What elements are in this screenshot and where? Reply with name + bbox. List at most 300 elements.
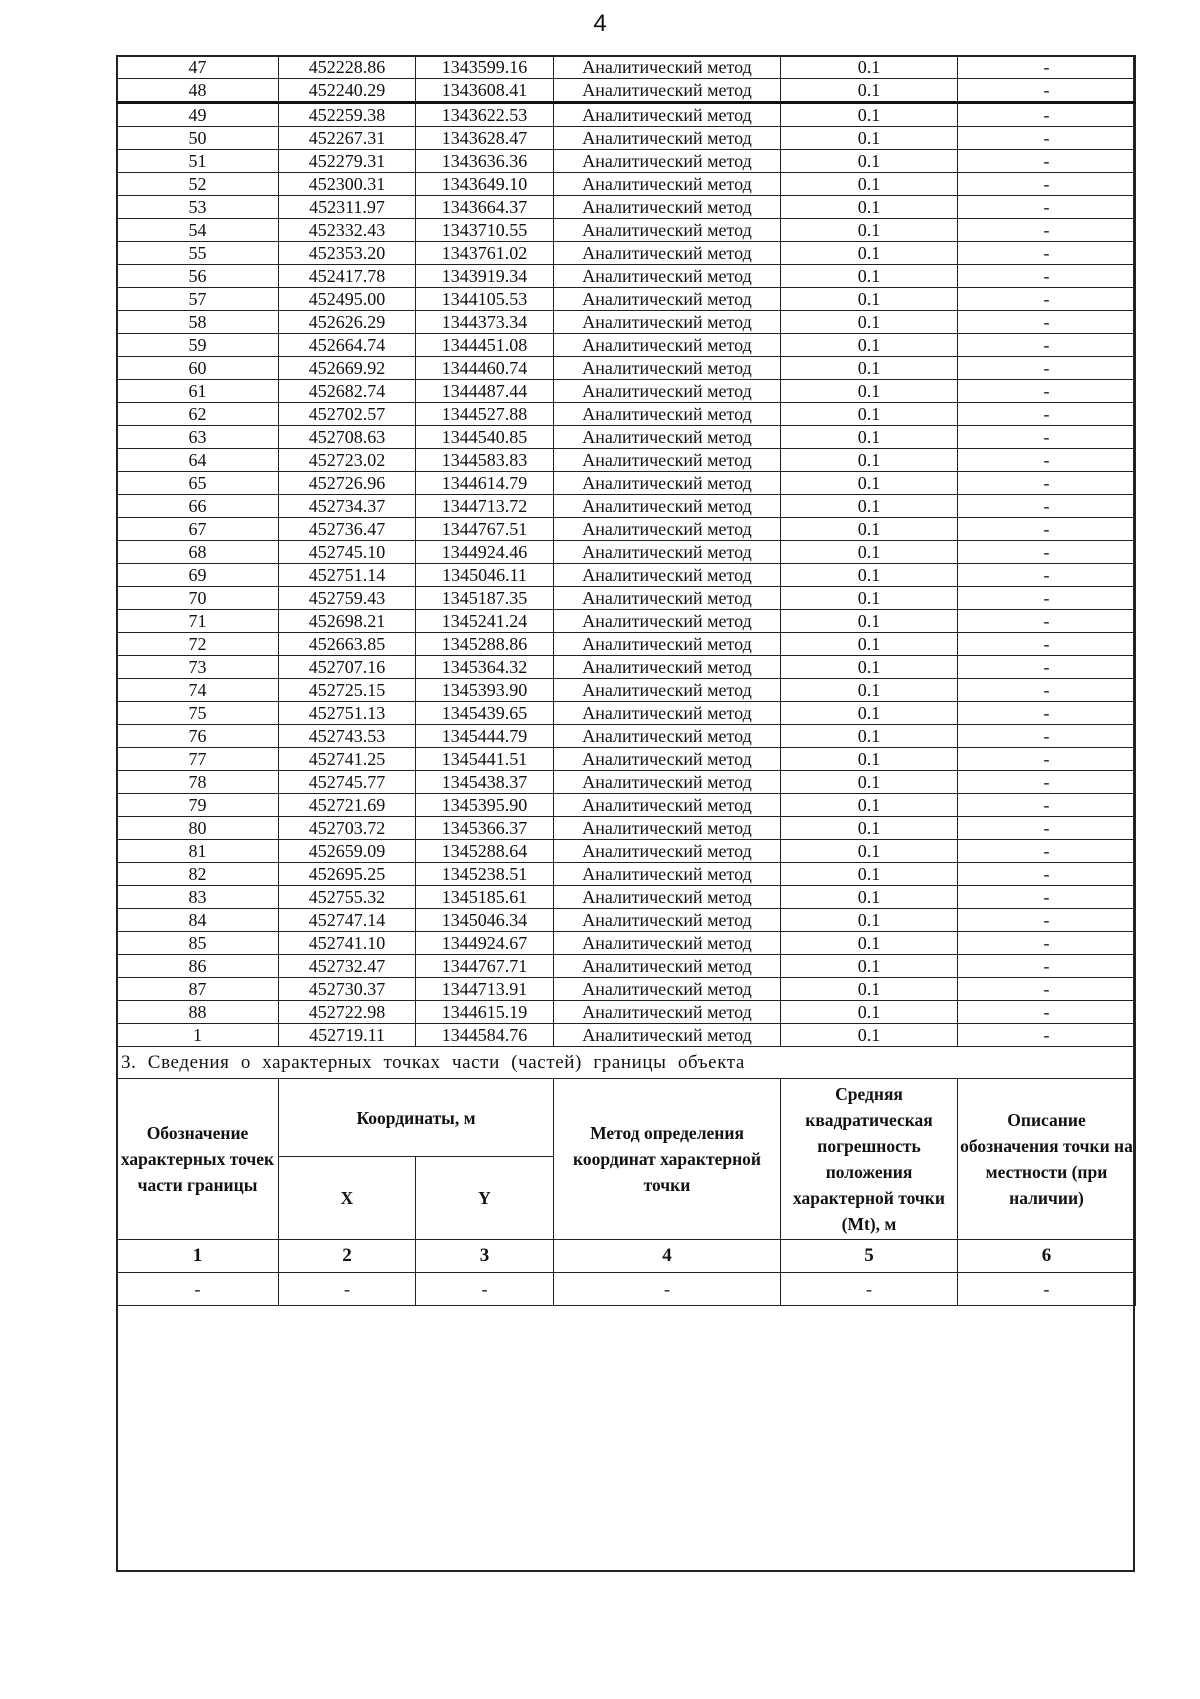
- table-row: [117, 725, 1136, 748]
- point-number-cell: 78: [117, 771, 279, 794]
- method-cell: Аналитический метод: [554, 886, 781, 909]
- table-row: [117, 242, 1136, 265]
- y-coordinate-cell: 1345438.37: [416, 771, 554, 794]
- header-coordinates: Координаты, м: [279, 1079, 554, 1157]
- method-cell: Аналитический метод: [554, 909, 781, 932]
- description-cell: -: [958, 955, 1136, 978]
- y-coordinate-cell: 1345393.90: [416, 679, 554, 702]
- x-coordinate-cell: 452698.21: [279, 610, 416, 633]
- mse-cell: 0.1: [781, 56, 958, 79]
- point-number-cell: 73: [117, 656, 279, 679]
- table-row: [117, 1001, 1136, 1024]
- method-cell: Аналитический метод: [554, 196, 781, 219]
- mse-cell: 0.1: [781, 610, 958, 633]
- point-number-cell: 58: [117, 311, 279, 334]
- y-coordinate-cell: 1345444.79: [416, 725, 554, 748]
- y-coordinate-cell: 1344451.08: [416, 334, 554, 357]
- y-coordinate-cell: 1343664.37: [416, 196, 554, 219]
- header-y: Y: [416, 1157, 554, 1240]
- mse-cell: 0.1: [781, 495, 958, 518]
- column-number: 2: [279, 1240, 416, 1273]
- y-coordinate-cell: 1343628.47: [416, 127, 554, 150]
- page-number: 4: [593, 10, 607, 37]
- x-coordinate-cell: 452240.29: [279, 79, 416, 103]
- description-cell: -: [958, 817, 1136, 840]
- table-row: [117, 564, 1136, 587]
- y-coordinate-cell: 1343608.41: [416, 79, 554, 103]
- y-coordinate-cell: 1345046.34: [416, 909, 554, 932]
- y-coordinate-cell: 1344105.53: [416, 288, 554, 311]
- y-coordinate-cell: 1345187.35: [416, 587, 554, 610]
- y-coordinate-cell: 1343622.53: [416, 103, 554, 127]
- table-row: [117, 380, 1136, 403]
- method-cell: Аналитический метод: [554, 472, 781, 495]
- point-number-cell: 72: [117, 633, 279, 656]
- x-coordinate-cell: 452417.78: [279, 265, 416, 288]
- point-number-cell: 85: [117, 932, 279, 955]
- table-row: [117, 702, 1136, 725]
- mse-cell: 0.1: [781, 725, 958, 748]
- y-coordinate-cell: 1344373.34: [416, 311, 554, 334]
- table-row: [117, 334, 1136, 357]
- header-description: Описание обозначения точки на местности (при наличии): [958, 1079, 1136, 1240]
- description-cell: -: [958, 242, 1136, 265]
- section3-title: 3. Сведения о характерных точках части (частей) границы объекта: [117, 1047, 1136, 1079]
- y-coordinate-cell: 1344614.79: [416, 472, 554, 495]
- y-coordinate-cell: 1344584.76: [416, 1024, 554, 1047]
- mse-cell: 0.1: [781, 955, 958, 978]
- mse-cell: 0.1: [781, 863, 958, 886]
- method-cell: Аналитический метод: [554, 656, 781, 679]
- y-coordinate-cell: 1344527.88: [416, 403, 554, 426]
- table-row: [117, 518, 1136, 541]
- mse-cell: 0.1: [781, 978, 958, 1001]
- x-coordinate-cell: 452719.11: [279, 1024, 416, 1047]
- point-number-cell: 65: [117, 472, 279, 495]
- empty-cell: -: [117, 1273, 279, 1306]
- y-coordinate-cell: 1344767.51: [416, 518, 554, 541]
- description-cell: -: [958, 909, 1136, 932]
- description-cell: -: [958, 771, 1136, 794]
- mse-cell: 0.1: [781, 518, 958, 541]
- y-coordinate-cell: 1345288.86: [416, 633, 554, 656]
- point-number-cell: 50: [117, 127, 279, 150]
- table-row: [117, 472, 1136, 495]
- mse-cell: 0.1: [781, 103, 958, 127]
- header-mse: Средняя квадратическая погрешность положения характерной точки (Mt), м: [781, 1079, 958, 1240]
- point-number-cell: 59: [117, 334, 279, 357]
- boundary-points-table: [116, 55, 1136, 1306]
- x-coordinate-cell: 452741.10: [279, 932, 416, 955]
- point-number-cell: 68: [117, 541, 279, 564]
- method-cell: Аналитический метод: [554, 794, 781, 817]
- description-cell: -: [958, 380, 1136, 403]
- description-cell: -: [958, 150, 1136, 173]
- method-cell: Аналитический метод: [554, 103, 781, 127]
- description-cell: -: [958, 403, 1136, 426]
- point-number-cell: 80: [117, 817, 279, 840]
- point-number-cell: 88: [117, 1001, 279, 1024]
- point-number-cell: 53: [117, 196, 279, 219]
- table-row: [117, 150, 1136, 173]
- empty-cell: -: [554, 1273, 781, 1306]
- point-number-cell: 48: [117, 79, 279, 103]
- method-cell: Аналитический метод: [554, 518, 781, 541]
- method-cell: Аналитический метод: [554, 449, 781, 472]
- y-coordinate-cell: 1345046.11: [416, 564, 554, 587]
- mse-cell: 0.1: [781, 449, 958, 472]
- description-cell: -: [958, 288, 1136, 311]
- method-cell: Аналитический метод: [554, 840, 781, 863]
- description-cell: -: [958, 518, 1136, 541]
- y-coordinate-cell: 1345439.65: [416, 702, 554, 725]
- description-cell: -: [958, 541, 1136, 564]
- mse-cell: 0.1: [781, 817, 958, 840]
- method-cell: Аналитический метод: [554, 173, 781, 196]
- mse-cell: 0.1: [781, 150, 958, 173]
- x-coordinate-cell: 452495.00: [279, 288, 416, 311]
- method-cell: Аналитический метод: [554, 771, 781, 794]
- mse-cell: 0.1: [781, 679, 958, 702]
- description-cell: -: [958, 633, 1136, 656]
- mse-cell: 0.1: [781, 909, 958, 932]
- mse-cell: 0.1: [781, 932, 958, 955]
- table-row: [117, 817, 1136, 840]
- description-cell: -: [958, 1001, 1136, 1024]
- description-cell: -: [958, 472, 1136, 495]
- table-row: [117, 840, 1136, 863]
- table-row: [117, 932, 1136, 955]
- y-coordinate-cell: 1345288.64: [416, 840, 554, 863]
- description-cell: -: [958, 679, 1136, 702]
- method-cell: Аналитический метод: [554, 265, 781, 288]
- mse-cell: 0.1: [781, 242, 958, 265]
- x-coordinate-cell: 452695.25: [279, 863, 416, 886]
- method-cell: Аналитический метод: [554, 679, 781, 702]
- empty-cell: -: [279, 1273, 416, 1306]
- description-cell: -: [958, 127, 1136, 150]
- point-number-cell: 77: [117, 748, 279, 771]
- x-coordinate-cell: 452663.85: [279, 633, 416, 656]
- method-cell: Аналитический метод: [554, 748, 781, 771]
- mse-cell: 0.1: [781, 357, 958, 380]
- method-cell: Аналитический метод: [554, 955, 781, 978]
- x-coordinate-cell: 452311.97: [279, 196, 416, 219]
- point-number-cell: 81: [117, 840, 279, 863]
- y-coordinate-cell: 1344615.19: [416, 1001, 554, 1024]
- x-coordinate-cell: 452626.29: [279, 311, 416, 334]
- x-coordinate-cell: 452664.74: [279, 334, 416, 357]
- description-cell: -: [958, 656, 1136, 679]
- description-cell: -: [958, 449, 1136, 472]
- x-coordinate-cell: 452747.14: [279, 909, 416, 932]
- description-cell: -: [958, 886, 1136, 909]
- y-coordinate-cell: 1345185.61: [416, 886, 554, 909]
- x-coordinate-cell: 452682.74: [279, 380, 416, 403]
- table-row: [117, 79, 1136, 103]
- table-row: [117, 219, 1136, 242]
- table-row: [117, 794, 1136, 817]
- point-number-cell: 55: [117, 242, 279, 265]
- table-row: [117, 863, 1136, 886]
- y-coordinate-cell: 1345441.51: [416, 748, 554, 771]
- mse-cell: 0.1: [781, 794, 958, 817]
- x-coordinate-cell: 452755.32: [279, 886, 416, 909]
- method-cell: Аналитический метод: [554, 150, 781, 173]
- table-row: [117, 127, 1136, 150]
- x-coordinate-cell: 452745.77: [279, 771, 416, 794]
- point-number-cell: 83: [117, 886, 279, 909]
- table-row: [117, 633, 1136, 656]
- column-number: 3: [416, 1240, 554, 1273]
- y-coordinate-cell: 1344583.83: [416, 449, 554, 472]
- point-number-cell: 74: [117, 679, 279, 702]
- y-coordinate-cell: 1344713.91: [416, 978, 554, 1001]
- table-row: [117, 288, 1136, 311]
- x-coordinate-cell: 452751.14: [279, 564, 416, 587]
- method-cell: Аналитический метод: [554, 702, 781, 725]
- table-row: [117, 610, 1136, 633]
- x-coordinate-cell: 452723.02: [279, 449, 416, 472]
- method-cell: Аналитический метод: [554, 610, 781, 633]
- y-coordinate-cell: 1345395.90: [416, 794, 554, 817]
- method-cell: Аналитический метод: [554, 863, 781, 886]
- point-number-cell: 60: [117, 357, 279, 380]
- table-row: [117, 196, 1136, 219]
- x-coordinate-cell: 452703.72: [279, 817, 416, 840]
- x-coordinate-cell: 452267.31: [279, 127, 416, 150]
- description-cell: -: [958, 495, 1136, 518]
- table-row: [117, 909, 1136, 932]
- mse-cell: 0.1: [781, 219, 958, 242]
- header-method: Метод определения координат характерной точки: [554, 1079, 781, 1240]
- column-number-row: [117, 1240, 1136, 1273]
- description-cell: -: [958, 702, 1136, 725]
- section3-block: [117, 1047, 1136, 1306]
- x-coordinate-cell: 452332.43: [279, 219, 416, 242]
- column-number: 6: [958, 1240, 1136, 1273]
- y-coordinate-cell: 1344487.44: [416, 380, 554, 403]
- description-cell: -: [958, 334, 1136, 357]
- mse-cell: 0.1: [781, 79, 958, 103]
- x-coordinate-cell: 452741.25: [279, 748, 416, 771]
- empty-cell: -: [781, 1273, 958, 1306]
- method-cell: Аналитический метод: [554, 219, 781, 242]
- y-coordinate-cell: 1345241.24: [416, 610, 554, 633]
- x-coordinate-cell: 452721.69: [279, 794, 416, 817]
- method-cell: Аналитический метод: [554, 380, 781, 403]
- y-coordinate-cell: 1343761.02: [416, 242, 554, 265]
- description-cell: -: [958, 748, 1136, 771]
- mse-cell: 0.1: [781, 748, 958, 771]
- description-cell: -: [958, 79, 1136, 103]
- y-coordinate-cell: 1344924.46: [416, 541, 554, 564]
- description-cell: -: [958, 1024, 1136, 1047]
- point-number-cell: 63: [117, 426, 279, 449]
- x-coordinate-cell: 452707.16: [279, 656, 416, 679]
- point-number-cell: 71: [117, 610, 279, 633]
- table-row: [117, 886, 1136, 909]
- mse-cell: 0.1: [781, 426, 958, 449]
- method-cell: Аналитический метод: [554, 403, 781, 426]
- mse-cell: 0.1: [781, 1024, 958, 1047]
- x-coordinate-cell: 452708.63: [279, 426, 416, 449]
- mse-cell: 0.1: [781, 173, 958, 196]
- point-number-cell: 67: [117, 518, 279, 541]
- point-number-cell: 82: [117, 863, 279, 886]
- point-number-cell: 87: [117, 978, 279, 1001]
- table-row: [117, 311, 1136, 334]
- y-coordinate-cell: 1343599.16: [416, 56, 554, 79]
- mse-cell: 0.1: [781, 564, 958, 587]
- mse-cell: 0.1: [781, 771, 958, 794]
- x-coordinate-cell: 452751.13: [279, 702, 416, 725]
- mse-cell: 0.1: [781, 472, 958, 495]
- y-coordinate-cell: 1343710.55: [416, 219, 554, 242]
- y-coordinate-cell: 1345366.37: [416, 817, 554, 840]
- point-number-cell: 52: [117, 173, 279, 196]
- x-coordinate-cell: 452279.31: [279, 150, 416, 173]
- x-coordinate-cell: 452734.37: [279, 495, 416, 518]
- description-cell: -: [958, 978, 1136, 1001]
- x-coordinate-cell: 452353.20: [279, 242, 416, 265]
- x-coordinate-cell: 452259.38: [279, 103, 416, 127]
- y-coordinate-cell: 1343919.34: [416, 265, 554, 288]
- table-row: [117, 656, 1136, 679]
- empty-data-row: [117, 1273, 1136, 1306]
- point-number-cell: 61: [117, 380, 279, 403]
- description-cell: -: [958, 196, 1136, 219]
- x-coordinate-cell: 452743.53: [279, 725, 416, 748]
- empty-cell: -: [958, 1273, 1136, 1306]
- x-coordinate-cell: 452659.09: [279, 840, 416, 863]
- method-cell: Аналитический метод: [554, 932, 781, 955]
- mse-cell: 0.1: [781, 840, 958, 863]
- x-coordinate-cell: 452228.86: [279, 56, 416, 79]
- point-number-cell: 51: [117, 150, 279, 173]
- y-coordinate-cell: 1343636.36: [416, 150, 554, 173]
- mse-cell: 0.1: [781, 702, 958, 725]
- description-cell: -: [958, 265, 1136, 288]
- mse-cell: 0.1: [781, 886, 958, 909]
- column-number: 5: [781, 1240, 958, 1273]
- mse-cell: 0.1: [781, 1001, 958, 1024]
- method-cell: Аналитический метод: [554, 357, 781, 380]
- method-cell: Аналитический метод: [554, 541, 781, 564]
- y-coordinate-cell: 1345238.51: [416, 863, 554, 886]
- method-cell: Аналитический метод: [554, 495, 781, 518]
- table-row: [117, 978, 1136, 1001]
- table-row: [117, 56, 1136, 79]
- method-cell: Аналитический метод: [554, 587, 781, 610]
- x-coordinate-cell: 452725.15: [279, 679, 416, 702]
- column-number: 1: [117, 1240, 279, 1273]
- method-cell: Аналитический метод: [554, 127, 781, 150]
- point-number-cell: 66: [117, 495, 279, 518]
- y-coordinate-cell: 1344540.85: [416, 426, 554, 449]
- mse-cell: 0.1: [781, 265, 958, 288]
- x-coordinate-cell: 452702.57: [279, 403, 416, 426]
- method-cell: Аналитический метод: [554, 1001, 781, 1024]
- y-coordinate-cell: 1344713.72: [416, 495, 554, 518]
- empty-cell: -: [416, 1273, 554, 1306]
- header-designation: Обозначение характерных точек части границы: [117, 1079, 279, 1240]
- table-row: [117, 495, 1136, 518]
- description-cell: -: [958, 564, 1136, 587]
- x-coordinate-cell: 452732.47: [279, 955, 416, 978]
- mse-cell: 0.1: [781, 288, 958, 311]
- y-coordinate-cell: 1344460.74: [416, 357, 554, 380]
- table-row: [117, 173, 1136, 196]
- table-row: [117, 748, 1136, 771]
- mse-cell: 0.1: [781, 403, 958, 426]
- table-row: [117, 357, 1136, 380]
- description-cell: -: [958, 357, 1136, 380]
- table-row: [117, 771, 1136, 794]
- x-coordinate-cell: 452759.43: [279, 587, 416, 610]
- point-number-cell: 69: [117, 564, 279, 587]
- description-cell: -: [958, 840, 1136, 863]
- method-cell: Аналитический метод: [554, 633, 781, 656]
- description-cell: -: [958, 426, 1136, 449]
- x-coordinate-cell: 452300.31: [279, 173, 416, 196]
- mse-cell: 0.1: [781, 196, 958, 219]
- point-number-cell: 54: [117, 219, 279, 242]
- table-row: [117, 541, 1136, 564]
- description-cell: -: [958, 311, 1136, 334]
- x-coordinate-cell: 452730.37: [279, 978, 416, 1001]
- point-number-cell: 62: [117, 403, 279, 426]
- x-coordinate-cell: 452745.10: [279, 541, 416, 564]
- point-number-cell: 47: [117, 56, 279, 79]
- header-x: X: [279, 1157, 416, 1240]
- table-row: [117, 265, 1136, 288]
- method-cell: Аналитический метод: [554, 56, 781, 79]
- description-cell: -: [958, 56, 1136, 79]
- mse-cell: 0.1: [781, 380, 958, 403]
- point-number-cell: 1: [117, 1024, 279, 1047]
- method-cell: Аналитический метод: [554, 1024, 781, 1047]
- coordinates-body: [117, 56, 1136, 1047]
- method-cell: Аналитический метод: [554, 426, 781, 449]
- method-cell: Аналитический метод: [554, 311, 781, 334]
- mse-cell: 0.1: [781, 656, 958, 679]
- point-number-cell: 56: [117, 265, 279, 288]
- table-row: [117, 955, 1136, 978]
- mse-cell: 0.1: [781, 587, 958, 610]
- mse-cell: 0.1: [781, 541, 958, 564]
- table-row: [117, 403, 1136, 426]
- method-cell: Аналитический метод: [554, 564, 781, 587]
- x-coordinate-cell: 452726.96: [279, 472, 416, 495]
- point-number-cell: 86: [117, 955, 279, 978]
- y-coordinate-cell: 1344924.67: [416, 932, 554, 955]
- method-cell: Аналитический метод: [554, 817, 781, 840]
- point-number-cell: 76: [117, 725, 279, 748]
- column-number: 4: [554, 1240, 781, 1273]
- point-number-cell: 49: [117, 103, 279, 127]
- method-cell: Аналитический метод: [554, 288, 781, 311]
- x-coordinate-cell: 452736.47: [279, 518, 416, 541]
- point-number-cell: 75: [117, 702, 279, 725]
- description-cell: -: [958, 219, 1136, 242]
- table-row: [117, 1024, 1136, 1047]
- y-coordinate-cell: 1344767.71: [416, 955, 554, 978]
- x-coordinate-cell: 452669.92: [279, 357, 416, 380]
- y-coordinate-cell: 1343649.10: [416, 173, 554, 196]
- mse-cell: 0.1: [781, 633, 958, 656]
- table-row: [117, 449, 1136, 472]
